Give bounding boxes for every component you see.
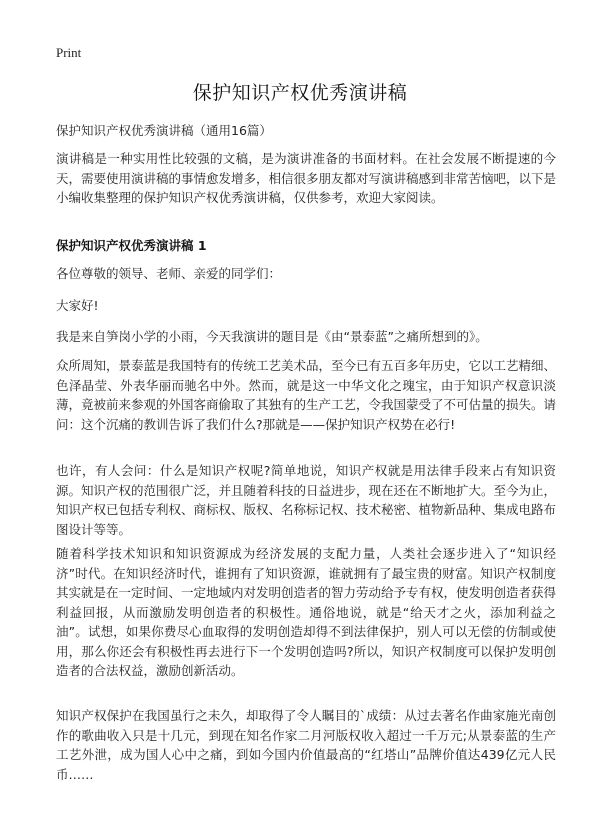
body-paragraph-4: 随着科学技术知识和知识资源成为经济发展的支配力量，人类社会逐步进入了“知识经济”时代。在知识经济时代，谁拥有了知识资源，谁就拥有了最宝贵的财富。知识产权制度其实就是在一定时间、一定地域内对发明创造者的智力劳动给予专有权，使发明创造者获得利益回报，从而激励发明创造者的积极性。通俗地说，就是“给天才之火，添加利益之油”。试想，如果你费尽心血取得的发明创造却得不到法律保护，别人可以无偿的仿制或使用，那么你还会有积极性再去进行下一个发明创造吗?所以，知识产权制度可以保护发明创造者的合法权益，激励创新活动。 <box>56 546 557 678</box>
section-heading: 保护知识产权优秀演讲稿 1 <box>56 238 207 253</box>
print-link[interactable]: Print <box>56 45 82 60</box>
body-paragraph-3: 也许，有人会问：什么是知识产权呢?简单地说，知识产权就是用法律手段来占有知识资源。知识产权的范围很广泛，并且随着科技的日益进步，现在还在不断地扩大。至今为止，知识产权已包括专利权、商标权、版权、名称标记权、技术秘密、植物新品种、集成电路布图设计等等。 <box>56 463 557 537</box>
body-paragraph-1: 我是来自笋岗小学的小雨，今天我演讲的题目是《由“景泰蓝”之痛所想到的》。 <box>56 329 488 344</box>
hello-paragraph: 大家好! <box>56 298 99 313</box>
body-paragraph-5: 知识产权保护在我国虽行之未久，却取得了令人瞩目的`成绩：从过去著名作曲家施光南创作的歌曲收入只是十几元，到现在知名作家二月河版权收入超过一千万元;从景泰蓝的生产工艺外泄，成为国人心中之痛，到如今国内价值最高的“红塔山”品牌价值达439亿元人民币…… <box>56 708 556 782</box>
greeting-paragraph: 各位尊敬的领导、老师、亲爱的同学们： <box>56 266 282 281</box>
intro-paragraph: 演讲稿是一种实用性比较强的文稿，是为演讲准备的书面材料。在社会发展不断提速的今天，需要使用演讲稿的事情愈发增多，相信很多朋友都对写演讲稿感到非常苦恼吧，以下是小编收集整理的保护知识产权优秀演讲稿，仅供参考，欢迎大家阅读。 <box>56 151 557 205</box>
body-paragraph-2: 众所周知，景泰蓝是我国特有的传统工艺美术品，至今已有五百多年历史，它以工艺精细、色泽晶莹、外表华丽而驰名中外。然而，就是这一中华文化之瑰宝，由于知识产权意识淡薄，竟被前来参观的外国客商偷取了其独有的生产工艺，令我国蒙受了不可估量的损失。请问：这个沉痛的教训告诉了我们什么?那就是——保护知识产权势在必行! <box>56 358 557 432</box>
page-title: 保护知识产权优秀演讲稿 <box>192 82 408 104</box>
document-subtitle: 保护知识产权优秀演讲稿（通用16篇） <box>56 123 272 138</box>
